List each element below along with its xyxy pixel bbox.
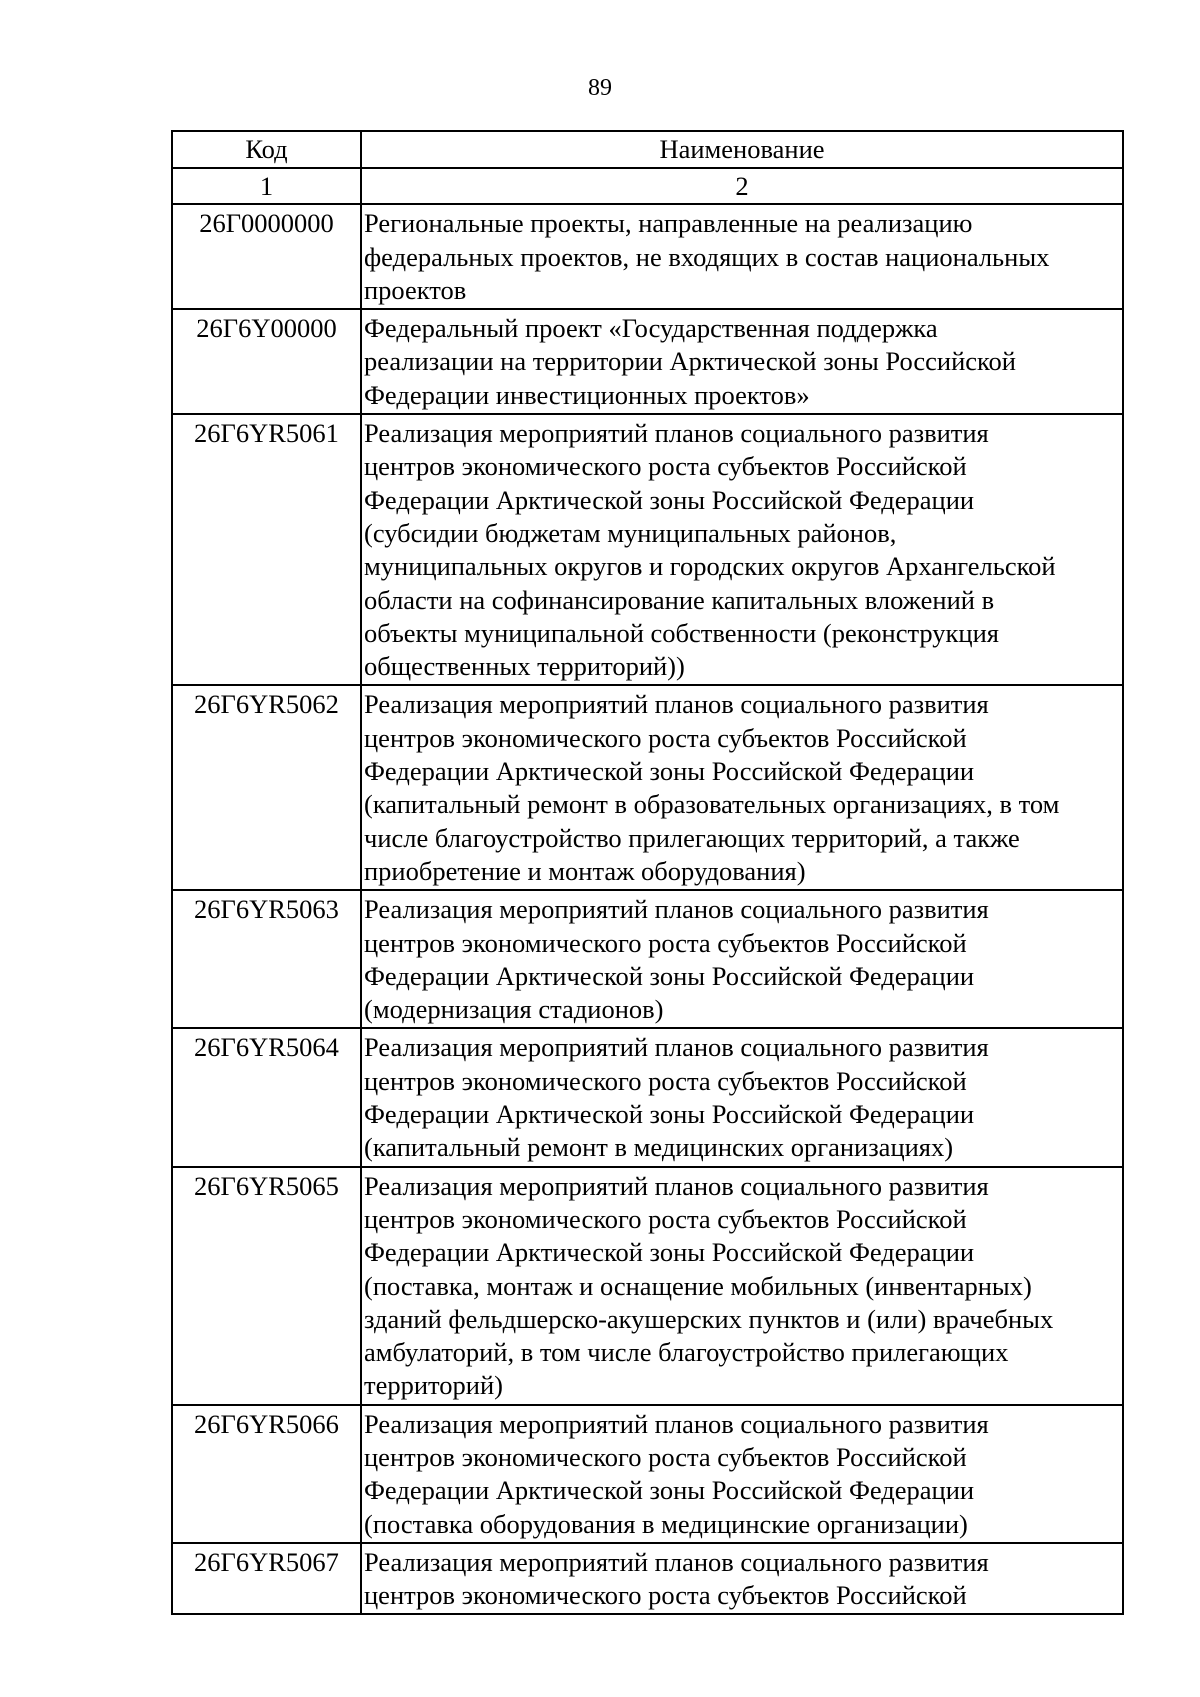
- table-row: [172, 414, 1123, 685]
- row-name-line: зданий фельдшерско-акушерских пунктов и (или) врачебных: [364, 1303, 1054, 1334]
- row-name-line: Федерации Арктической зоны Российской Федерации: [364, 1237, 975, 1268]
- row-name-line: Федеральный проект «Государственная поддержка: [364, 313, 938, 344]
- row-name-line: центров экономического роста субъектов Российской: [364, 451, 967, 482]
- row-name-line: объекты муниципальной собственности (реконструкция: [364, 617, 999, 648]
- budget-code-table: [171, 130, 1124, 1615]
- row-name-line: амбулаторий, в том числе благоустройство прилегающих: [364, 1337, 1009, 1368]
- row-name-line: числе благоустройство прилегающих территорий, а также: [364, 822, 1020, 853]
- row-name-line: центров экономического роста субъектов Российской: [364, 1441, 967, 1472]
- row-code: 26Г6YR5064: [172, 1028, 361, 1166]
- row-name-line: (модернизация стадионов): [364, 994, 664, 1025]
- header-code: Код: [172, 131, 361, 168]
- row-name-line: Федерации Арктической зоны Российской Федерации: [364, 1099, 975, 1130]
- row-name-line: (поставка оборудования в медицинские организации): [364, 1508, 968, 1539]
- table-row: [172, 685, 1123, 890]
- row-name-line: Реализация мероприятий планов социального развития: [364, 1408, 989, 1439]
- row-name: [361, 1028, 1123, 1166]
- row-code: 26Г6YR5062: [172, 685, 361, 890]
- header-name: Наименование: [361, 131, 1123, 168]
- row-code: 26Г6YR5063: [172, 890, 361, 1028]
- row-code: 26Г6YR5067: [172, 1543, 361, 1615]
- row-name-line: Федерации инвестиционных проектов»: [364, 379, 810, 410]
- row-name-line: Реализация мероприятий планов социального развития: [364, 418, 989, 449]
- row-name-line: центров экономического роста субъектов Российской: [364, 1580, 967, 1611]
- row-name-line: реализации на территории Арктической зоны Российской: [364, 346, 1016, 377]
- column-number-code: 1: [172, 168, 361, 204]
- column-number-name: 2: [361, 168, 1123, 204]
- row-name: [361, 309, 1123, 414]
- row-name: [361, 685, 1123, 890]
- table-header-row: [172, 131, 1123, 168]
- row-name-line: центров экономического роста субъектов Российской: [364, 1065, 967, 1096]
- row-name-line: области на софинансирование капитальных вложений в: [364, 584, 995, 615]
- row-name-line: (субсидии бюджетам муниципальных районов,: [364, 517, 897, 548]
- row-name-line: Федерации Арктической зоны Российской Федерации: [364, 484, 975, 515]
- row-name-line: Реализация мероприятий планов социального развития: [364, 1032, 989, 1063]
- row-name-line: федеральных проектов, не входящих в состав национальных: [364, 241, 1050, 272]
- row-name-line: территорий): [364, 1370, 503, 1401]
- row-name-line: (поставка, монтаж и оснащение мобильных (инвентарных): [364, 1270, 1032, 1301]
- row-name-line: Реализация мероприятий планов социального развития: [364, 1170, 989, 1201]
- row-name: [361, 414, 1123, 685]
- table-row: [172, 1543, 1123, 1615]
- row-name-line: Реализация мероприятий планов социального развития: [364, 894, 989, 925]
- row-code: 26Г0000000: [172, 204, 361, 309]
- table-row: [172, 1405, 1123, 1543]
- row-name-line: Федерации Арктической зоны Российской Федерации: [364, 756, 975, 787]
- table-row: [172, 1167, 1123, 1405]
- row-name-line: (капитальный ремонт в медицинских организациях): [364, 1132, 954, 1163]
- row-name: [361, 1405, 1123, 1543]
- table-row: [172, 309, 1123, 414]
- row-name-line: проектов: [364, 274, 467, 305]
- row-name-line: центров экономического роста субъектов Российской: [364, 927, 967, 958]
- row-code: 26Г6YR5061: [172, 414, 361, 685]
- row-name: [361, 1167, 1123, 1405]
- row-name: [361, 890, 1123, 1028]
- row-name-line: центров экономического роста субъектов Российской: [364, 1203, 967, 1234]
- row-name: [361, 204, 1123, 309]
- row-code: 26Г6YR5066: [172, 1405, 361, 1543]
- row-name-line: приобретение и монтаж оборудования): [364, 855, 806, 886]
- row-code: 26Г6YR5065: [172, 1167, 361, 1405]
- table-body: [172, 204, 1123, 1614]
- row-name-line: Реализация мероприятий планов социального развития: [364, 1546, 989, 1577]
- row-name-line: (капитальный ремонт в образовательных организациях, в том: [364, 789, 1060, 820]
- row-name-line: муниципальных округов и городских округов Архангельской: [364, 551, 1056, 582]
- row-name-line: Реализация мероприятий планов социального развития: [364, 689, 989, 720]
- page-number: 89: [588, 75, 612, 101]
- row-name-line: Федерации Арктической зоны Российской Федерации: [364, 1475, 975, 1506]
- column-number-row: [172, 168, 1123, 204]
- row-name-line: Федерации Арктической зоны Российской Федерации: [364, 960, 975, 991]
- row-name-line: Региональные проекты, направленные на реализацию: [364, 208, 973, 239]
- row-name-line: общественных территорий)): [364, 651, 685, 682]
- row-name: [361, 1543, 1123, 1615]
- table-row: [172, 890, 1123, 1028]
- table-row: [172, 204, 1123, 309]
- row-code: 26Г6Y00000: [172, 309, 361, 414]
- row-name-line: центров экономического роста субъектов Российской: [364, 722, 967, 753]
- table-row: [172, 1028, 1123, 1166]
